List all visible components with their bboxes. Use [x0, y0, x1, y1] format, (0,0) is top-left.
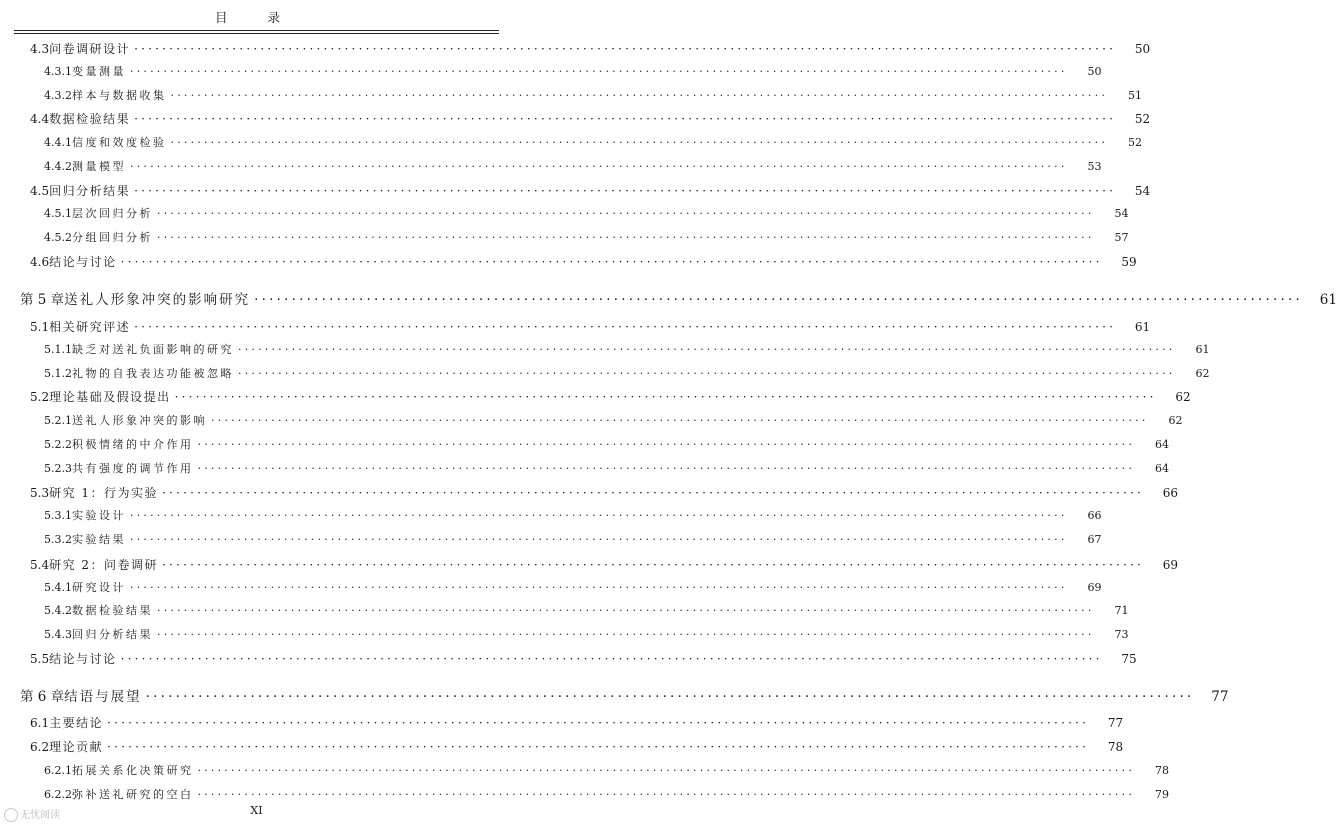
toc-leader-dots: ············································································································································ [238, 367, 1176, 380]
toc-entry[interactable] [0, 685, 1229, 705]
toc-entry[interactable] [0, 531, 1102, 551]
toc-entry-page: 77 [1107, 716, 1124, 730]
toc-entry[interactable] [0, 436, 1170, 456]
toc-entry-number: 5.5 [30, 652, 50, 666]
toc-entry-title: 样本与数据收集 [72, 89, 167, 102]
toc-entry-number: 4.3.1 [44, 65, 72, 78]
toc-leader-dots: ············································································································································ [162, 486, 1145, 500]
toc-entry-page: 57 [1114, 231, 1129, 244]
toc-entry-title: 分组回归分析 [72, 231, 153, 244]
toc-entry-page: 66 [1162, 486, 1179, 500]
toc-leader-dots: ············································································································································ [134, 112, 1117, 126]
toc-entry-title: 缺乏对送礼负面影响的研究 [72, 343, 234, 356]
toc-entry[interactable] [0, 460, 1170, 480]
header-title: 目 录 [215, 10, 298, 25]
toc-entry-title: 测量模型 [72, 160, 126, 173]
toc-leader-dots: ············································································································································ [120, 652, 1103, 666]
toc-leader-dots: ············································································································································ [157, 231, 1095, 244]
toc-entry[interactable] [0, 507, 1102, 527]
toc-entry[interactable] [0, 556, 1179, 576]
toc-entry-title: 研究 2：问卷调研 [49, 558, 159, 572]
page-number: XI [250, 804, 263, 817]
toc-entry-page: 52 [1128, 136, 1143, 149]
toc-entry[interactable] [0, 134, 1143, 154]
toc-entry-number: 4.5.2 [44, 231, 72, 244]
toc-leader-dots: ············································································································································ [254, 292, 1303, 308]
toc-entry-page: 54 [1114, 207, 1129, 220]
toc-entry-page: 61 [1134, 320, 1151, 334]
toc-entry-number: 5.2.2 [44, 438, 72, 451]
toc-leader-dots: ············································································································································ [157, 628, 1095, 641]
toc-entry-number: 5.4.3 [44, 628, 72, 641]
toc-entry-page: 61 [1319, 292, 1337, 308]
toc-entry[interactable] [0, 182, 1151, 202]
toc-leader-dots: ············································································································································ [107, 716, 1090, 730]
toc-leader-dots: ············································································································································ [197, 438, 1136, 451]
watermark-text: 无忧阅读 [20, 810, 60, 821]
toc-entry[interactable] [0, 341, 1210, 361]
toc-entry-title: 回归分析结果 [72, 628, 153, 641]
toc-entry-title: 结论与讨论 [49, 652, 117, 666]
toc-leader-dots: ············································································································································ [134, 42, 1117, 56]
toc-entry-number: 5.2 [30, 390, 50, 404]
toc-entry-page: 53 [1087, 160, 1102, 173]
toc-entry-title: 理论贡献 [49, 740, 104, 754]
toc-entry-number: 5.1.2 [44, 367, 72, 380]
toc-entry-title: 弥补送礼研究的空白 [72, 788, 194, 801]
toc-entry-number: 4.3 [30, 42, 50, 56]
toc-entry[interactable] [0, 484, 1179, 504]
toc-entry-page: 69 [1162, 558, 1179, 572]
header-rule-bottom [14, 33, 499, 34]
toc-entry-number: 6.2.1 [44, 764, 72, 777]
toc-entry-number: 5.2.1 [44, 414, 72, 427]
toc-entry-number: 5.4.2 [44, 604, 72, 617]
toc-entry-title: 理论基础及假设提出 [49, 390, 171, 404]
toc-leader-dots: ············································································································································ [162, 558, 1145, 572]
toc-entry[interactable] [0, 158, 1102, 178]
toc-entry-number: 4.5.1 [44, 207, 72, 220]
toc-entry-number: 6.1 [30, 716, 50, 730]
toc-entry[interactable] [0, 412, 1183, 432]
toc-entry-title: 结论与讨论 [49, 255, 117, 269]
toc-entry-page: 78 [1107, 740, 1124, 754]
toc-entry-page: 62 [1168, 414, 1183, 427]
toc-entry-page: 62 [1195, 367, 1210, 380]
toc-leader-dots: ············································································································································ [174, 390, 1157, 404]
toc-entry-number: 第 5 章 [20, 292, 65, 308]
toc-entry-page: 66 [1087, 509, 1102, 522]
toc-entry-title: 数据检验结果 [49, 112, 131, 126]
toc-entry-page: 77 [1211, 689, 1229, 705]
toc-entry-number: 5.4.1 [44, 581, 72, 594]
toc-entry-title: 实验结果 [72, 533, 126, 546]
toc-entry-number: 5.1 [30, 320, 50, 334]
toc-entry[interactable] [0, 738, 1124, 758]
watermark-logo-icon [4, 808, 18, 822]
toc-entry-number: 4.4.2 [44, 160, 72, 173]
toc-entry-number: 5.3.2 [44, 533, 72, 546]
toc-entry-number: 5.1.1 [44, 343, 72, 356]
toc-entry-title: 实验设计 [72, 509, 126, 522]
header-rule-top [14, 30, 499, 31]
toc-entry[interactable] [0, 602, 1129, 622]
toc-entry-number: 4.3.2 [44, 89, 72, 102]
toc-entry-page: 50 [1087, 65, 1102, 78]
toc-entry-page: 51 [1128, 89, 1143, 102]
toc-leader-dots: ············································································································································ [130, 533, 1068, 546]
toc-leader-dots: ············································································································································ [145, 689, 1195, 705]
toc-entry-page: 59 [1121, 255, 1137, 269]
toc-entry-title: 数据检验结果 [72, 604, 153, 617]
toc-entry-title: 回归分析结果 [49, 184, 131, 198]
toc-leader-dots: ············································································································································ [238, 343, 1176, 356]
toc-entry-page: 62 [1175, 390, 1191, 404]
toc-leader-dots: ············································································································································ [157, 207, 1095, 220]
toc-entry[interactable] [0, 229, 1129, 249]
toc-entry[interactable] [0, 626, 1129, 646]
toc-entry[interactable] [0, 40, 1151, 60]
toc-entry-title: 拓展关系化决策研究 [72, 764, 194, 777]
toc-entry-page: 64 [1155, 462, 1170, 475]
toc-entry-number: 4.4 [30, 112, 50, 126]
toc-entry-number: 第 6 章 [20, 689, 65, 705]
toc-entry-page: 50 [1134, 42, 1151, 56]
toc-entry-title: 相关研究评述 [49, 320, 131, 334]
toc-entry-page: 52 [1134, 112, 1151, 126]
toc-entry-title: 变量测量 [72, 65, 126, 78]
toc-entry-title: 主要结论 [49, 716, 104, 730]
toc-entry-title: 礼物的自我表达功能被忽略 [72, 367, 234, 380]
toc-entry-title: 送礼人形象冲突的影响研究 [64, 292, 251, 308]
toc-entry-page: 78 [1155, 764, 1170, 777]
toc-entry-title: 共有强度的调节作用 [72, 462, 194, 475]
toc-entry-title: 问卷调研设计 [49, 42, 131, 56]
toc-entry[interactable] [0, 288, 1337, 308]
toc-entry[interactable] [0, 318, 1151, 338]
toc-entry-page: 75 [1121, 652, 1137, 666]
toc-entry[interactable] [0, 253, 1137, 273]
toc-entry-number: 4.5 [30, 184, 50, 198]
toc-entry-number: 4.4.1 [44, 136, 72, 149]
toc-leader-dots: ············································································································································ [170, 89, 1109, 102]
toc-entry-page: 64 [1155, 438, 1170, 451]
toc-leader-dots: ············································································································································ [130, 65, 1068, 78]
toc-entry-page: 71 [1114, 604, 1129, 617]
toc-entry[interactable] [0, 388, 1191, 408]
toc-entry[interactable] [0, 650, 1137, 670]
toc-entry-number: 5.2.3 [44, 462, 72, 475]
toc-entry-title: 信度和效度检验 [72, 136, 167, 149]
toc-leader-dots: ············································································································································ [134, 320, 1117, 334]
toc-entry-page: 54 [1134, 184, 1151, 198]
toc-entry-number: 5.3.1 [44, 509, 72, 522]
toc-leader-dots: ············································································································································ [130, 581, 1068, 594]
toc-entry-page: 69 [1087, 581, 1102, 594]
watermark [4, 806, 60, 822]
toc-entry-number: 5.3 [30, 486, 50, 500]
toc-entry-page: 73 [1114, 628, 1129, 641]
toc-entry-number: 4.6 [30, 255, 50, 269]
toc-leader-dots: ············································································································································ [170, 136, 1109, 149]
toc-entry[interactable] [0, 762, 1170, 782]
toc-entry-number: 5.4 [30, 558, 50, 572]
toc-entry[interactable] [0, 87, 1143, 107]
toc-leader-dots: ············································································································································ [211, 414, 1149, 427]
toc-leader-dots: ············································································································································ [197, 764, 1136, 777]
toc-entry-page: 67 [1087, 533, 1102, 546]
toc-entry[interactable] [0, 714, 1124, 734]
toc-entry-title: 研究 1：行为实验 [49, 486, 159, 500]
toc-entry[interactable] [0, 579, 1102, 599]
toc-entry-page: 61 [1195, 343, 1210, 356]
toc-entry-page: 79 [1155, 788, 1170, 801]
toc-entry[interactable] [0, 110, 1151, 130]
toc-entry-title: 研究设计 [72, 581, 126, 594]
toc-leader-dots: ············································································································································ [134, 184, 1117, 198]
toc-leader-dots: ············································································································································ [197, 462, 1136, 475]
toc-entry-title: 积极情绪的中介作用 [72, 438, 194, 451]
toc-entry-title: 送礼人形象冲突的影响 [72, 414, 207, 427]
toc-entry[interactable] [0, 205, 1129, 225]
toc-entry[interactable] [0, 365, 1210, 385]
toc-leader-dots: ············································································································································ [120, 255, 1103, 269]
toc-leader-dots: ············································································································································ [130, 509, 1068, 522]
toc-entry[interactable] [0, 786, 1170, 806]
toc-entry[interactable] [0, 63, 1102, 83]
toc-leader-dots: ············································································································································ [130, 160, 1068, 173]
toc-entry-number: 6.2 [30, 740, 50, 754]
toc-entry-number: 6.2.2 [44, 788, 72, 801]
toc-leader-dots: ············································································································································ [157, 604, 1095, 617]
toc-leader-dots: ············································································································································ [107, 740, 1090, 754]
toc-entry-title: 结语与展望 [64, 689, 142, 705]
toc-entry-title: 层次回归分析 [72, 207, 153, 220]
toc-leader-dots: ············································································································································ [197, 788, 1136, 801]
